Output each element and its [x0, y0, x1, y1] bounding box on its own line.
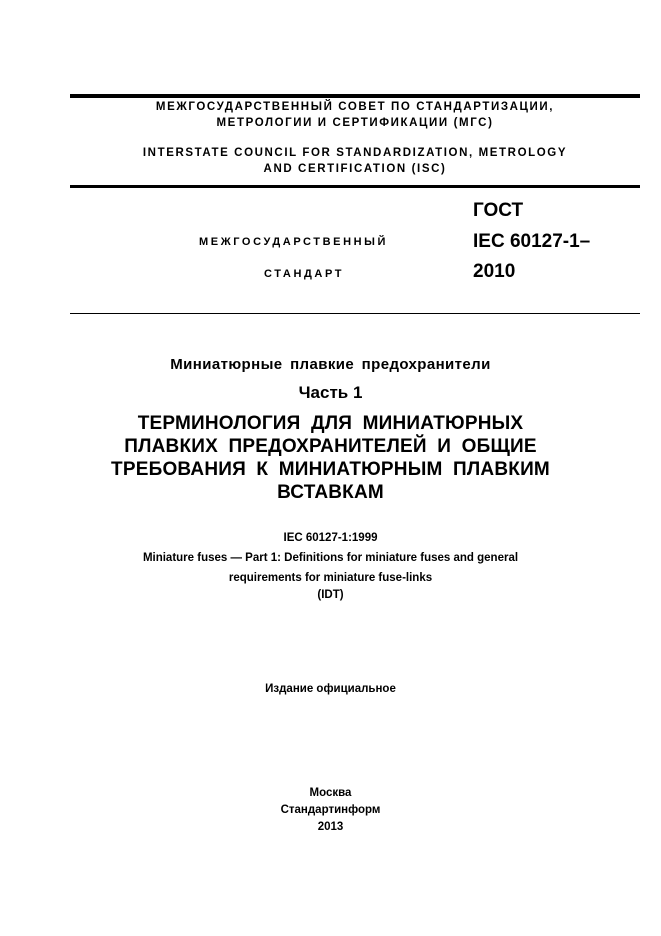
part-number: Часть 1: [298, 383, 363, 402]
reference-title-line2: requirements for miniature fuse-links: [228, 572, 433, 584]
main-title: [0, 412, 661, 504]
council-ru-line1: МЕЖГОСУДАРСТВЕННЫЙ СОВЕТ ПО СТАНДАРТИЗАЦИИ,: [155, 101, 555, 113]
top-rule: [70, 94, 640, 98]
header-bottom-rule: [70, 185, 640, 188]
gost-designation-line2: IEC 60127-1–: [473, 231, 591, 252]
edition-note: Издание официальное: [265, 683, 396, 695]
standard-type-label-line1: МЕЖГОСУДАРСТВЕННЫЙ: [199, 236, 389, 248]
main-title-line1: ТЕРМИНОЛОГИЯ ДЛЯ МИНИАТЮРНЫХ: [137, 413, 524, 434]
gost-designation-line1: ГОСТ: [473, 200, 524, 221]
reference-title-line1: Miniature fuses — Part 1: Definitions for miniature fuses and general: [142, 552, 519, 564]
reference-code: IEC 60127-1:1999: [283, 532, 378, 544]
imprint-city: Москва: [309, 787, 352, 799]
council-ru-line2: МЕТРОЛОГИИ И СЕРТИФИКАЦИИ (МГС): [216, 117, 494, 129]
council-en-line2: AND CERTIFICATION (ISC): [263, 163, 447, 175]
council-en-line1: INTERSTATE COUNCIL FOR STANDARDIZATION, METROLOGY: [142, 147, 568, 159]
council-name-en: [70, 145, 640, 177]
imprint-year: 2013: [317, 821, 344, 833]
imprint: [0, 785, 661, 836]
main-title-line4: ВСТАВКАМ: [277, 482, 384, 503]
reference-degree: (IDT): [317, 589, 344, 601]
gost-designation-line3: 2010: [473, 261, 516, 282]
document-subtitle: Миниатюрные плавкие предохранители: [170, 356, 491, 373]
designation-bottom-rule: [70, 313, 640, 314]
council-name-ru: [70, 99, 640, 131]
main-title-line3: ТРЕБОВАНИЯ К МИНИАТЮРНЫМ ПЛАВКИМ: [111, 459, 550, 480]
imprint-publisher: Стандартинформ: [280, 804, 381, 816]
international-reference: [0, 528, 661, 605]
main-title-line2: ПЛАВКИХ ПРЕДОХРАНИТЕЛЕЙ И ОБЩИЕ: [124, 436, 537, 457]
standard-type-label-line2: СТАНДАРТ: [264, 268, 345, 280]
